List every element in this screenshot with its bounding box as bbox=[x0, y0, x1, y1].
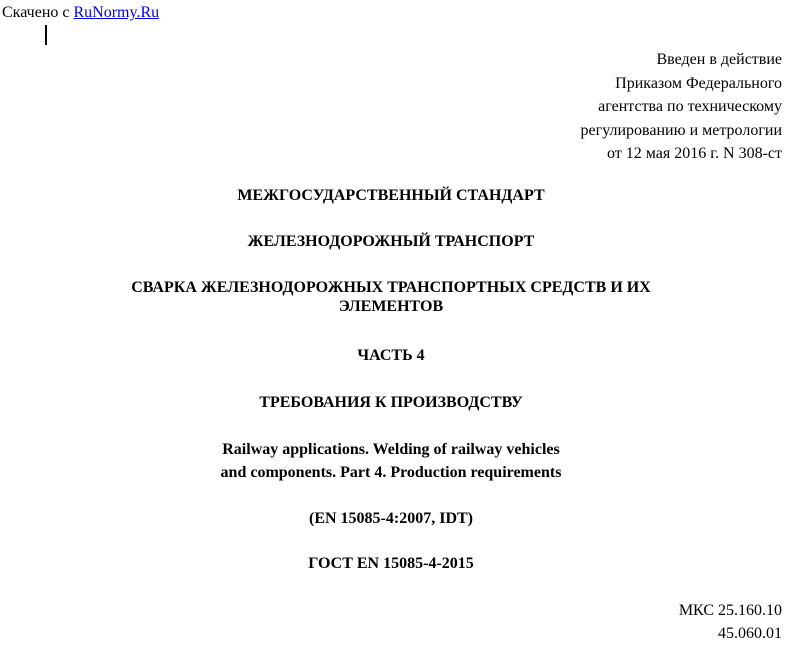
mks-classifiers bbox=[679, 599, 782, 645]
welding-title-heading bbox=[0, 278, 782, 316]
en-reference-heading bbox=[0, 509, 782, 528]
enactment-notice bbox=[581, 48, 782, 166]
welding-title-line2: ЭЛЕМЕНТОВ bbox=[338, 298, 444, 315]
railway-transport-text: ЖЕЛЕЗНОДОРОЖНЫЙ ТРАНСПОРТ bbox=[247, 233, 535, 250]
interstate-standard-heading bbox=[0, 186, 782, 205]
english-title-line1: Railway applications. Welding of railway vehicles bbox=[222, 441, 560, 458]
mks-line: МКС 25.160.10 bbox=[678, 602, 782, 619]
enactment-line: Введен в действие bbox=[656, 51, 782, 68]
production-requirements-text: ТРЕБОВАНИЯ К ПРОИЗВОДСТВУ bbox=[259, 394, 523, 411]
railway-transport-heading bbox=[0, 232, 782, 251]
enactment-line: регулированию и метрологии bbox=[580, 121, 782, 139]
english-title-line2: and components. Part 4. Production requirements bbox=[220, 464, 562, 481]
english-title-heading bbox=[0, 438, 782, 484]
en-reference-text: (EN 15085-4:2007, IDT) bbox=[309, 510, 473, 527]
mks-line: 45.060.01 bbox=[718, 625, 782, 642]
source-prefix: Скачено с bbox=[2, 4, 74, 21]
text-cursor bbox=[45, 25, 47, 45]
enactment-line: от 12 мая 2016 г. N 308-ст bbox=[607, 145, 782, 163]
gost-number-text: ГОСТ EN 15085-4-2015 bbox=[308, 555, 474, 572]
gost-number-heading bbox=[0, 554, 782, 573]
source-link[interactable]: RuNormy.Ru bbox=[73, 4, 160, 21]
enactment-line: агентства по техническому bbox=[598, 98, 782, 116]
production-requirements-heading bbox=[0, 393, 782, 412]
interstate-standard-text: МЕЖГОСУДАРСТВЕННЫЙ СТАНДАРТ bbox=[237, 187, 545, 204]
part-heading bbox=[0, 346, 782, 365]
welding-title-line1: СВАРКА ЖЕЛЕЗНОДОРОЖНЫХ ТРАНСПОРТНЫХ СРЕДСТВ И ИХ bbox=[131, 279, 651, 296]
source-line bbox=[2, 4, 159, 22]
enactment-line: Приказом Федерального bbox=[615, 74, 782, 92]
part-text: ЧАСТЬ 4 bbox=[357, 347, 425, 364]
